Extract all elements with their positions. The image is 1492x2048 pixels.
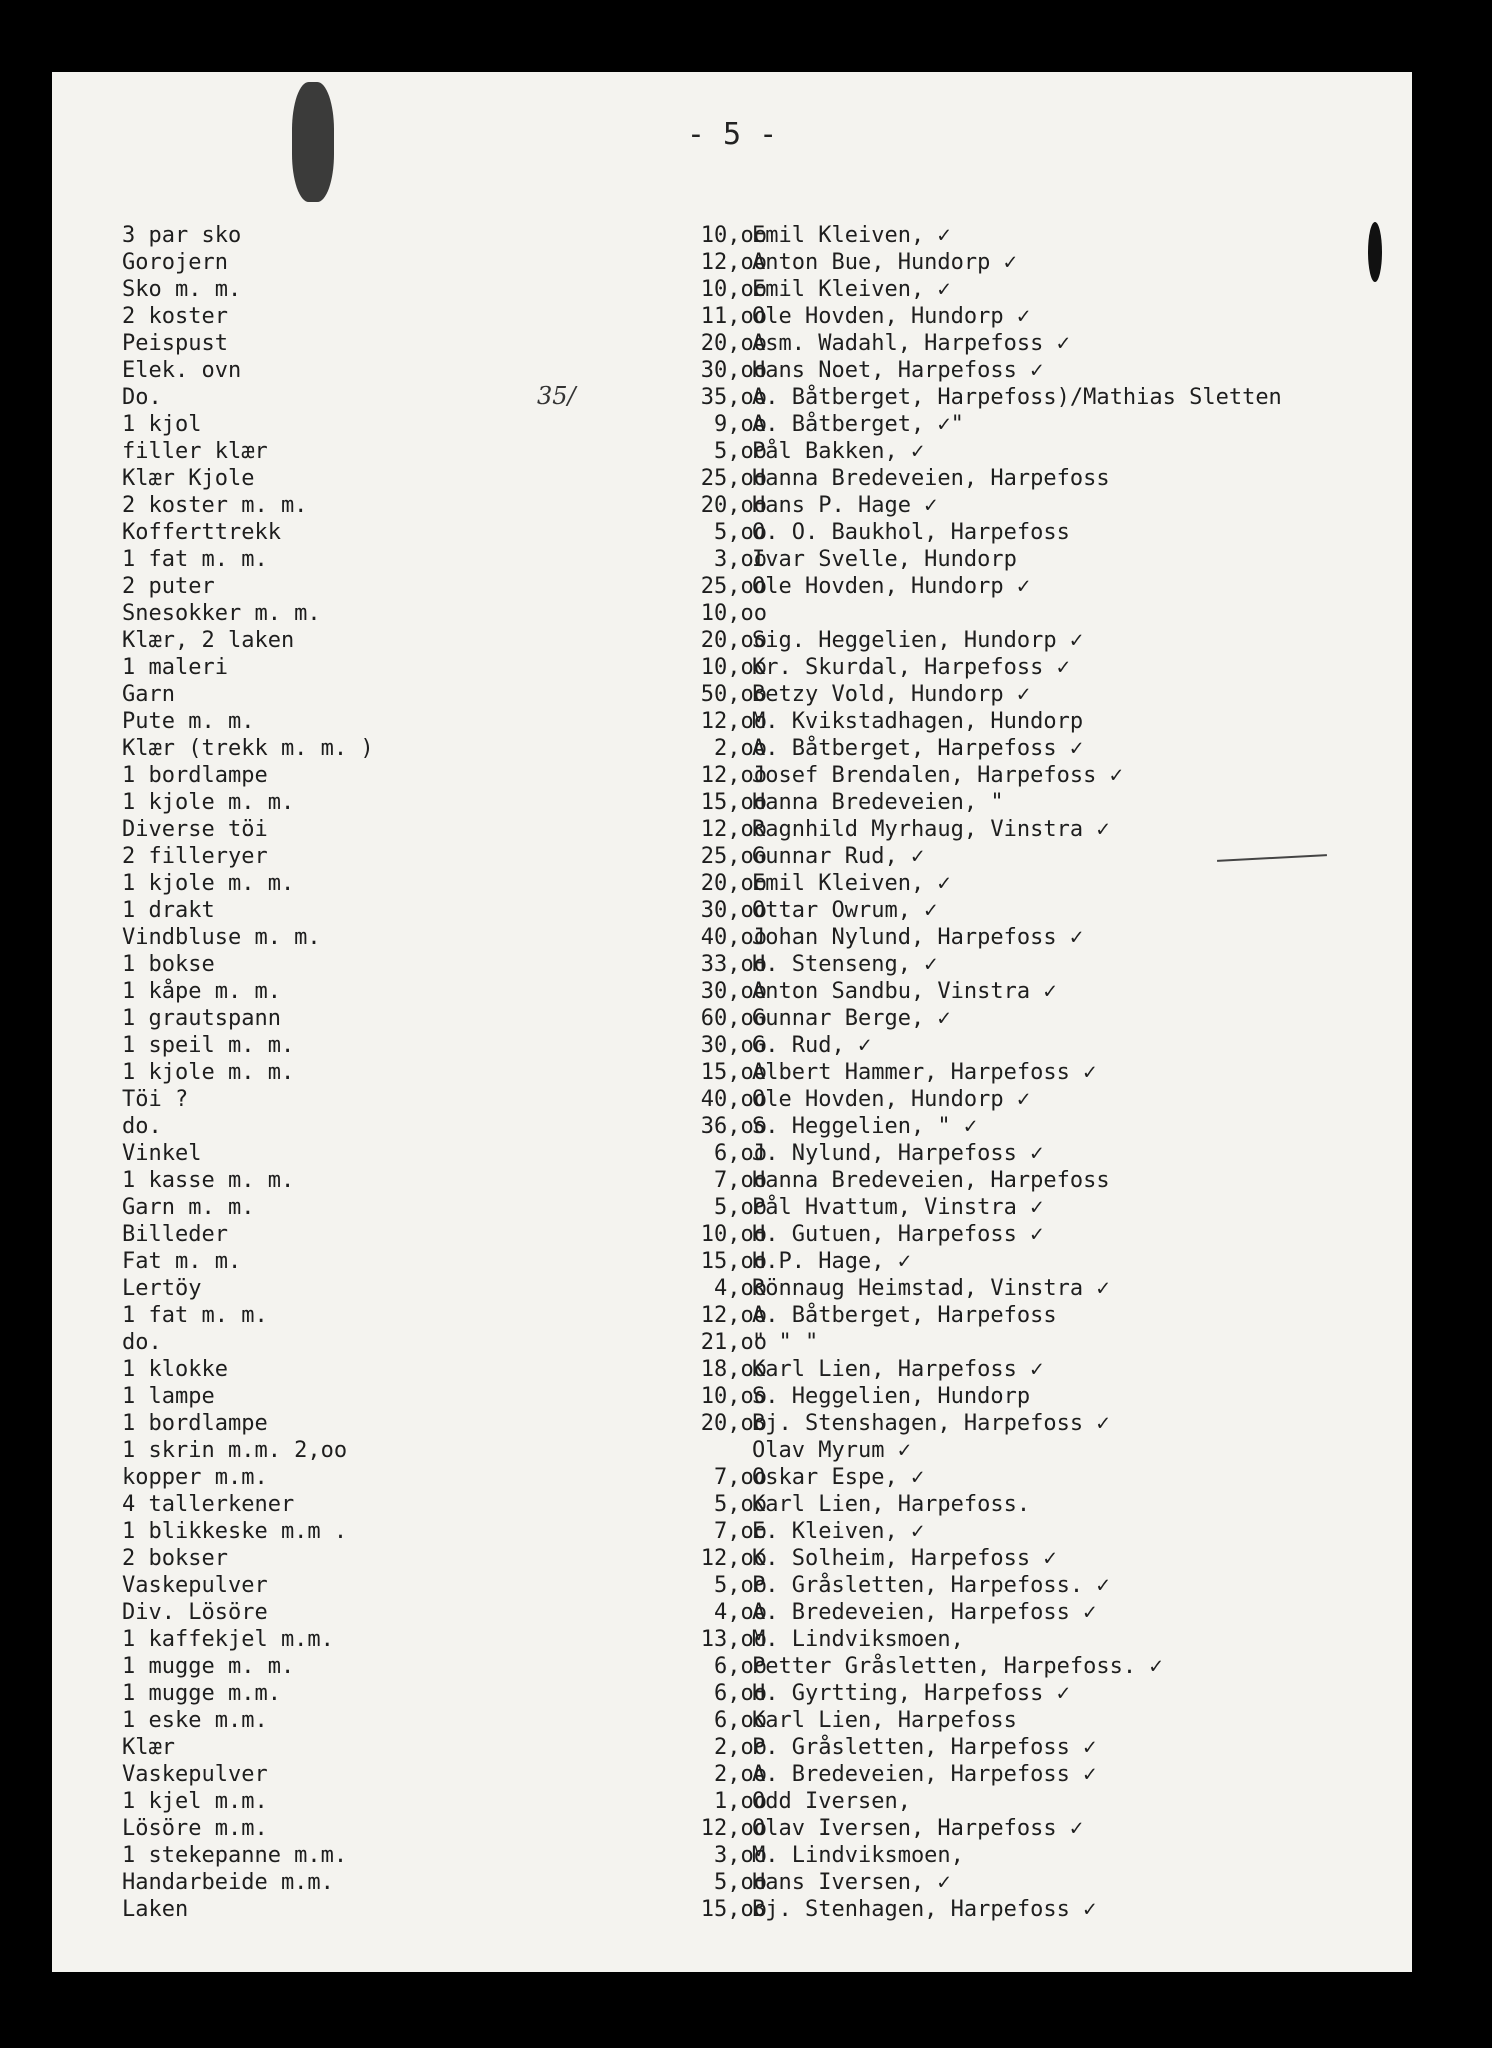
row-price: 5,oo [714,439,767,464]
row-item: 1 kjel m.m. [122,1789,268,1814]
row-buyer: Kr. Skurdal, Harpefoss ✓ [752,655,1070,680]
row-buyer: Ole Hovden, Hundorp ✓ [752,574,1031,599]
row-buyer: Olav Iversen, Harpefoss ✓ [752,1816,1084,1841]
list-item [52,249,1412,276]
row-price: 10,oo [700,223,767,248]
list-item [52,708,1412,735]
row-item: Lertöy [122,1276,202,1301]
row-buyer: Pål Hvattum, Vinstra ✓ [752,1195,1044,1220]
list-item [52,951,1412,978]
row-price: 2,oo [714,1735,767,1760]
row-price: 6,oo [714,1654,767,1679]
list-item [52,1356,1412,1383]
row-item: 1 kjole m. m. [122,790,295,815]
row-item: filler klær [122,439,268,464]
row-price: 15,oo [700,790,767,815]
list-item [52,1194,1412,1221]
row-price: 2,oo [714,736,767,761]
list-item [52,1896,1412,1923]
row-buyer: Ole Hovden, Hundorp ✓ [752,1087,1031,1112]
row-price: 36,oo [700,1114,767,1139]
list-item [52,654,1412,681]
row-buyer: Olav Myrum ✓ [752,1438,911,1463]
row-buyer: Karl Lien, Harpefoss ✓ [752,1357,1044,1382]
list-item [52,1032,1412,1059]
list-item [52,762,1412,789]
row-price: 50,oo [700,682,767,707]
list-item [52,276,1412,303]
row-item: Peispust [122,331,228,356]
row-buyer: M. Lindviksmoen, [752,1627,964,1652]
row-buyer: A. Båtberget, Harpefoss)/Mathias Sletten [752,385,1282,410]
document-page [52,72,1412,1972]
row-price: 21,oo [700,1330,767,1355]
row-item: Garn m. m. [122,1195,255,1220]
list-item [52,627,1412,654]
row-item: 1 kåpe m. m. [122,979,281,1004]
row-price: 12,oo [700,1816,767,1841]
row-price: 30,oo [700,1033,767,1058]
list-item [52,1815,1412,1842]
side-note: 35/ [537,382,576,410]
row-item: Do. [122,385,162,410]
row-buyer: M. Kvikstadhagen, Hundorp [752,709,1084,734]
row-buyer: Odd Iversen, [752,1789,911,1814]
row-item: Fat m. m. [122,1249,242,1274]
row-price: 12,oo [700,763,767,788]
row-item: 1 grautspann [122,1006,281,1031]
row-price: 5,oo [714,1573,767,1598]
list-item [52,1248,1412,1275]
row-buyer: Emil Kleiven, ✓ [752,223,951,248]
row-buyer: G. Rud, ✓ [752,1033,872,1058]
row-price: 6,oo [714,1708,767,1733]
row-item: Lösöre m.m. [122,1816,268,1841]
row-buyer: Pål Bakken, ✓ [752,439,925,464]
row-price: 4,oo [714,1276,767,1301]
row-item: 1 bordlampe [122,1411,268,1436]
row-item: Kofferttrekk [122,520,281,545]
list-item [52,924,1412,951]
row-item: Sko m. m. [122,277,242,302]
row-price: 15,oo [700,1060,767,1085]
row-buyer: S. Heggelien, " ✓ [752,1114,978,1139]
list-item [52,1167,1412,1194]
row-price: 1,oo [714,1789,767,1814]
row-item: Klær Kjole [122,466,255,491]
row-item: 4 tallerkener [122,1492,295,1517]
row-buyer: Gunnar Rud, ✓ [752,844,925,869]
list-item [52,1869,1412,1896]
row-buyer: Anton Bue, Hundorp ✓ [752,250,1017,275]
row-price: 60,oo [700,1006,767,1031]
row-item: Vindbluse m. m. [122,925,321,950]
row-item: Vinkel [122,1141,202,1166]
list-item [52,222,1412,249]
list-item [52,1734,1412,1761]
row-price: 25,oo [700,844,767,869]
row-buyer: " " " [752,1330,819,1355]
row-buyer: Hans P. Hage ✓ [752,493,938,518]
list-item [52,492,1412,519]
row-buyer: M. Lindviksmoen, [752,1843,964,1868]
row-item: 1 maleri [122,655,228,680]
list-item [52,843,1412,870]
list-item [52,1707,1412,1734]
row-price: 12,oo [700,709,767,734]
row-item: 1 kjol [122,412,202,437]
row-price: 25,oo [700,466,767,491]
list-item [52,546,1412,573]
row-item: 1 speil m. m. [122,1033,295,1058]
list-item [52,1329,1412,1356]
row-item: Billeder [122,1222,228,1247]
row-buyer: O. O. Baukhol, Harpefoss [752,520,1070,545]
row-item: 1 bokse [122,952,215,977]
row-buyer: Ivar Svelle, Hundorp [752,547,1017,572]
row-item: Töi ? [122,1087,189,1112]
row-buyer: Karl Lien, Harpefoss [752,1708,1017,1733]
list-item [52,1788,1412,1815]
row-buyer: Josef Brendalen, Harpefoss ✓ [752,763,1123,788]
list-item [52,1842,1412,1869]
list-item [52,735,1412,762]
list-item [52,1302,1412,1329]
row-item: 1 stekepanne m.m. [122,1843,348,1868]
row-item: 1 bordlampe [122,763,268,788]
row-price: 7,oo [714,1519,767,1544]
row-buyer: A. Båtberget, Harpefoss ✓ [752,736,1084,761]
row-price: 5,oo [714,520,767,545]
list-item [52,1221,1412,1248]
row-price: 20,oo [700,331,767,356]
row-buyer: Emil Kleiven, ✓ [752,871,951,896]
row-price: 40,oo [700,925,767,950]
row-buyer: Ragnhild Myrhaug, Vinstra ✓ [752,817,1110,842]
row-buyer: Emil Kleiven, ✓ [752,277,951,302]
row-item: do. [122,1114,162,1139]
row-buyer: H.P. Hage, ✓ [752,1249,911,1274]
page-number: - 5 - [686,117,778,152]
row-item: 2 koster [122,304,228,329]
row-item: 1 fat m. m. [122,547,268,572]
row-item: Klær [122,1735,175,1760]
list-item [52,1680,1412,1707]
row-price: 10,oo [700,1384,767,1409]
row-price: 33,oo [700,952,767,977]
row-price: 7,oo [714,1465,767,1490]
row-item: Elek. ovn [122,358,242,383]
row-price: 18,oo [700,1357,767,1382]
row-price: 12,oo [700,1303,767,1328]
row-buyer: Sig. Heggelien, Hundorp ✓ [752,628,1084,653]
row-buyer: Bj. Stenhagen, Harpefoss ✓ [752,1897,1097,1922]
row-item: 2 puter [122,574,215,599]
row-buyer: Ole Hovden, Hundorp ✓ [752,304,1031,329]
row-price: 3,oo [714,547,767,572]
list-item [52,1572,1412,1599]
row-item: 1 skrin m.m. 2,oo [122,1438,348,1463]
row-buyer: Bj. Stenshagen, Harpefoss ✓ [752,1411,1110,1436]
row-buyer: P. Gråsletten, Harpefoss. ✓ [752,1573,1110,1598]
row-item: 1 kjole m. m. [122,1060,295,1085]
row-price: 6,oo [714,1681,767,1706]
row-price: 30,oo [700,979,767,1004]
row-buyer: Hanna Bredeveien, " [752,790,1004,815]
list-item [52,1005,1412,1032]
row-price: 5,oo [714,1195,767,1220]
list-item [52,1410,1412,1437]
row-price: 12,oo [700,250,767,275]
row-buyer: K. Solheim, Harpefoss ✓ [752,1546,1057,1571]
row-item: 1 fat m. m. [122,1303,268,1328]
row-price: 3,oo [714,1843,767,1868]
row-buyer: Karl Lien, Harpefoss. [752,1492,1031,1517]
list-item [52,465,1412,492]
row-buyer: H. Gyrtting, Harpefoss ✓ [752,1681,1070,1706]
row-buyer: A. Båtberget, ✓" [752,412,964,437]
row-price: 30,oo [700,358,767,383]
row-item: Gorojern [122,250,228,275]
list-item [52,816,1412,843]
row-item: Klær, 2 laken [122,628,295,653]
row-item: kopper m.m. [122,1465,268,1490]
list-item [52,1518,1412,1545]
row-price: 10,oo [700,1222,767,1247]
row-buyer: A. Bredeveien, Harpefoss ✓ [752,1600,1097,1625]
list-item [52,789,1412,816]
row-item: 1 klokke [122,1357,228,1382]
row-item: Handarbeide m.m. [122,1870,334,1895]
row-price: 9,oo [714,412,767,437]
row-buyer: Albert Hammer, Harpefoss ✓ [752,1060,1097,1085]
row-price: 12,oo [700,817,767,842]
row-item: 1 eske m.m. [122,1708,268,1733]
row-price: 10,oo [700,655,767,680]
row-item: Laken [122,1897,189,1922]
row-price: 20,oo [700,628,767,653]
list-item [52,1275,1412,1302]
row-price: 20,oo [700,1411,767,1436]
row-item: do. [122,1330,162,1355]
row-price: 10,oo [700,601,767,626]
row-price: 15,oo [700,1897,767,1922]
row-item: 1 kasse m. m. [122,1168,295,1193]
row-item: Pute m. m. [122,709,255,734]
row-price: 11,oo [700,304,767,329]
row-item: 1 mugge m.m. [122,1681,281,1706]
row-buyer: E. Kleiven, ✓ [752,1519,925,1544]
row-buyer: Anton Sandbu, Vinstra ✓ [752,979,1057,1004]
row-item: 1 drakt [122,898,215,923]
list-item [52,1761,1412,1788]
row-item: 1 lampe [122,1384,215,1409]
list-item [52,600,1412,627]
row-buyer: Betzy Vold, Hundorp ✓ [752,682,1031,707]
row-price: 6,oo [714,1141,767,1166]
row-buyer: Hanna Bredeveien, Harpefoss [752,1168,1110,1193]
row-price: 13,oo [700,1627,767,1652]
row-price: 5,oo [714,1492,767,1517]
row-buyer: Oskar Espe, ✓ [752,1465,925,1490]
row-item: Garn [122,682,175,707]
row-item: Diverse töi [122,817,268,842]
list-item [52,438,1412,465]
list-item [52,1113,1412,1140]
row-item: Vaskepulver [122,1762,268,1787]
row-price: 10,oo [700,277,767,302]
list-item [52,303,1412,330]
row-buyer: S. Heggelien, Hundorp [752,1384,1031,1409]
list-item [52,1545,1412,1572]
row-item: 1 kaffekjel m.m. [122,1627,334,1652]
list-item [52,897,1412,924]
row-price: 35,oo [700,385,767,410]
row-item: 3 par sko [122,223,242,248]
row-item: Snesokker m. m. [122,601,321,626]
row-item: Vaskepulver [122,1573,268,1598]
row-item: Klær (trekk m. m. ) [122,736,374,761]
list-item [52,1059,1412,1086]
row-buyer: Hans Iversen, ✓ [752,1870,951,1895]
row-buyer: Rönnaug Heimstad, Vinstra ✓ [752,1276,1110,1301]
row-item: 2 koster m. m. [122,493,308,518]
row-buyer: H. Gutuen, Harpefoss ✓ [752,1222,1044,1247]
list-item [52,1437,1412,1464]
list-item [52,1383,1412,1410]
row-price: 20,oo [700,871,767,896]
row-price: 5,oo [714,1870,767,1895]
row-buyer: Gunnar Berge, ✓ [752,1006,951,1031]
row-buyer: Asm. Wadahl, Harpefoss ✓ [752,331,1070,356]
row-buyer: Ottar Owrum, ✓ [752,898,938,923]
list-item [52,384,1412,411]
row-item: 2 filleryer [122,844,268,869]
list-item [52,870,1412,897]
list-item [52,978,1412,1005]
list-item [52,1140,1412,1167]
row-price: 2,oo [714,1762,767,1787]
list-item [52,573,1412,600]
list-item [52,1626,1412,1653]
row-buyer: Johan Nylund, Harpefoss ✓ [752,925,1084,950]
list-item [52,1599,1412,1626]
row-buyer: Hans Noet, Harpefoss ✓ [752,358,1044,383]
row-price: 25,oo [700,574,767,599]
row-item: 2 bokser [122,1546,228,1571]
row-price: 12,oo [700,1546,767,1571]
row-price: 40,oo [700,1087,767,1112]
row-buyer: H. Stenseng, ✓ [752,952,938,977]
list-item [52,1653,1412,1680]
list-item [52,681,1412,708]
row-buyer: A. Bredeveien, Harpefoss ✓ [752,1762,1097,1787]
list-item [52,411,1412,438]
row-price: 30,oo [700,898,767,923]
row-buyer: A. Båtberget, Harpefoss [752,1303,1057,1328]
row-buyer: Hanna Bredeveien, Harpefoss [752,466,1110,491]
row-price: 15,oo [700,1249,767,1274]
list-item [52,357,1412,384]
list-item [52,330,1412,357]
row-price: 7,oo [714,1168,767,1193]
row-buyer: J. Nylund, Harpefoss ✓ [752,1141,1044,1166]
row-price: 20,oo [700,493,767,518]
row-price: 4,oo [714,1600,767,1625]
row-buyer: Petter Gråsletten, Harpefoss. ✓ [752,1654,1163,1679]
row-buyer: P. Gråsletten, Harpefoss ✓ [752,1735,1097,1760]
row-item: 1 kjole m. m. [122,871,295,896]
list-item [52,1491,1412,1518]
row-item: 1 blikkeske m.m . [122,1519,348,1544]
list-item [52,1086,1412,1113]
list-item [52,519,1412,546]
sale-list [52,222,1412,1923]
row-item: 1 mugge m. m. [122,1654,295,1679]
row-item: Div. Lösöre [122,1600,268,1625]
list-item [52,1464,1412,1491]
